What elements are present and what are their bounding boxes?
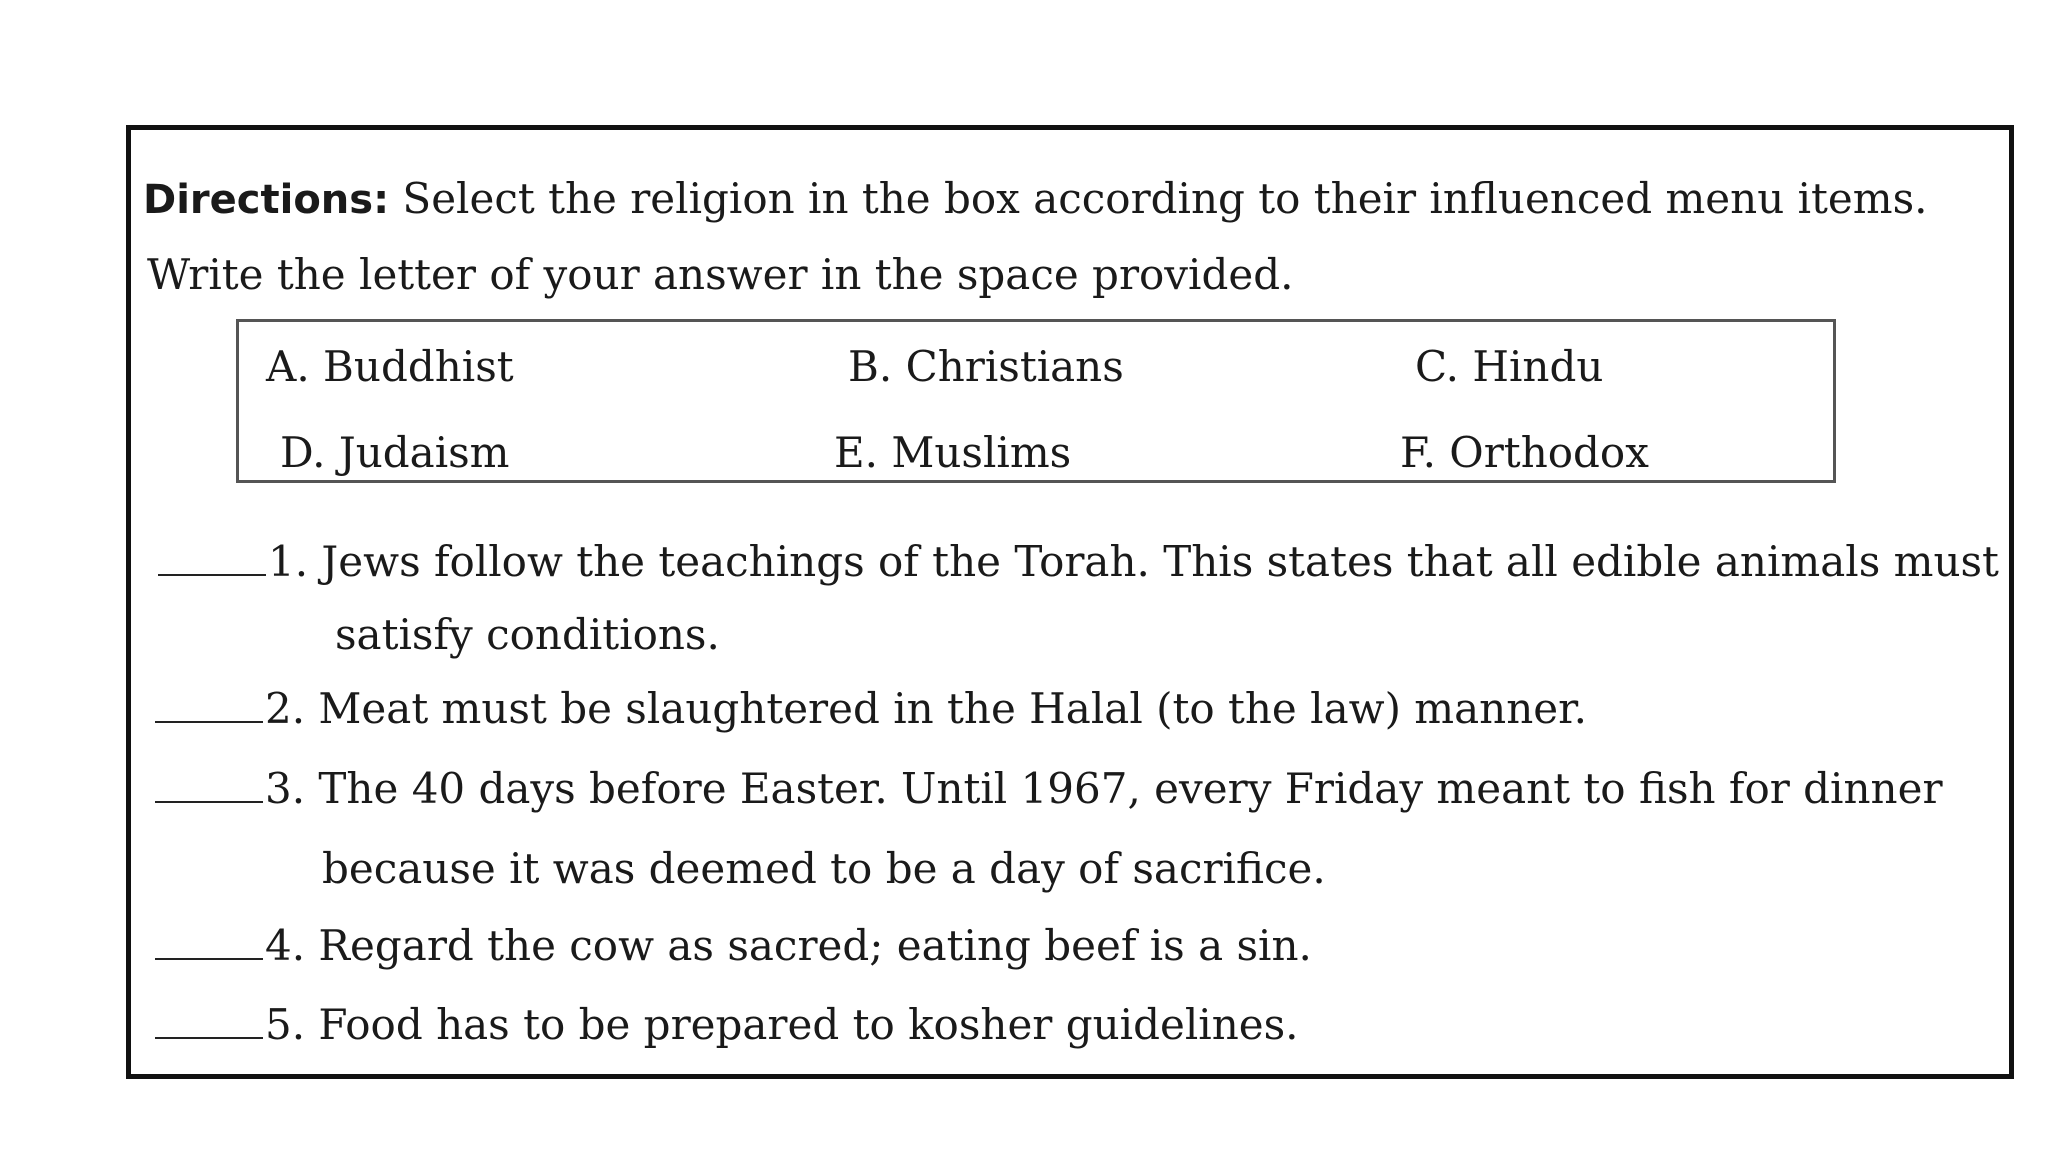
item-1	[158, 537, 1999, 586]
item-3-text: 3. The 40 days before Easter. Until 1967, every Friday meant to fish for dinner	[265, 764, 1943, 813]
choice-a: A. Buddhist	[266, 342, 514, 391]
item-1-continuation: satisfy conditions.	[335, 610, 720, 659]
item-2	[155, 684, 1587, 733]
choice-d: D. Judaism	[280, 428, 510, 477]
directions-label: Directions:	[143, 177, 390, 223]
item-3-continuation: because it was deemed to be a day of sacrifice.	[322, 844, 1326, 893]
item-1-text: 1. Jews follow the teachings of the Torah. This states that all edible animals must	[268, 537, 1999, 586]
answer-blank-4[interactable]	[155, 958, 263, 960]
directions-line-2: Write the letter of your answer in the space provided.	[147, 250, 1294, 299]
directions-text-1: Select the religion in the box according to their influenced menu items.	[389, 174, 1928, 223]
answer-blank-1[interactable]	[158, 574, 266, 576]
choice-b: B. Christians	[848, 342, 1124, 391]
answer-blank-2[interactable]	[155, 721, 263, 723]
item-2-text: 2. Meat must be slaughtered in the Halal (to the law) manner.	[265, 684, 1587, 733]
answer-blank-5[interactable]	[155, 1037, 263, 1039]
choice-c: C. Hindu	[1415, 342, 1604, 391]
item-4-text: 4. Regard the cow as sacred; eating beef is a sin.	[265, 921, 1312, 970]
item-5-text: 5. Food has to be prepared to kosher guidelines.	[265, 1000, 1299, 1049]
item-4	[155, 921, 1312, 970]
directions-line-1	[143, 174, 1928, 223]
item-5	[155, 1000, 1299, 1049]
choice-e: E. Muslims	[834, 428, 1072, 477]
item-3	[155, 764, 1943, 813]
choice-f: F. Orthodox	[1400, 428, 1649, 477]
answer-blank-3[interactable]	[155, 801, 263, 803]
